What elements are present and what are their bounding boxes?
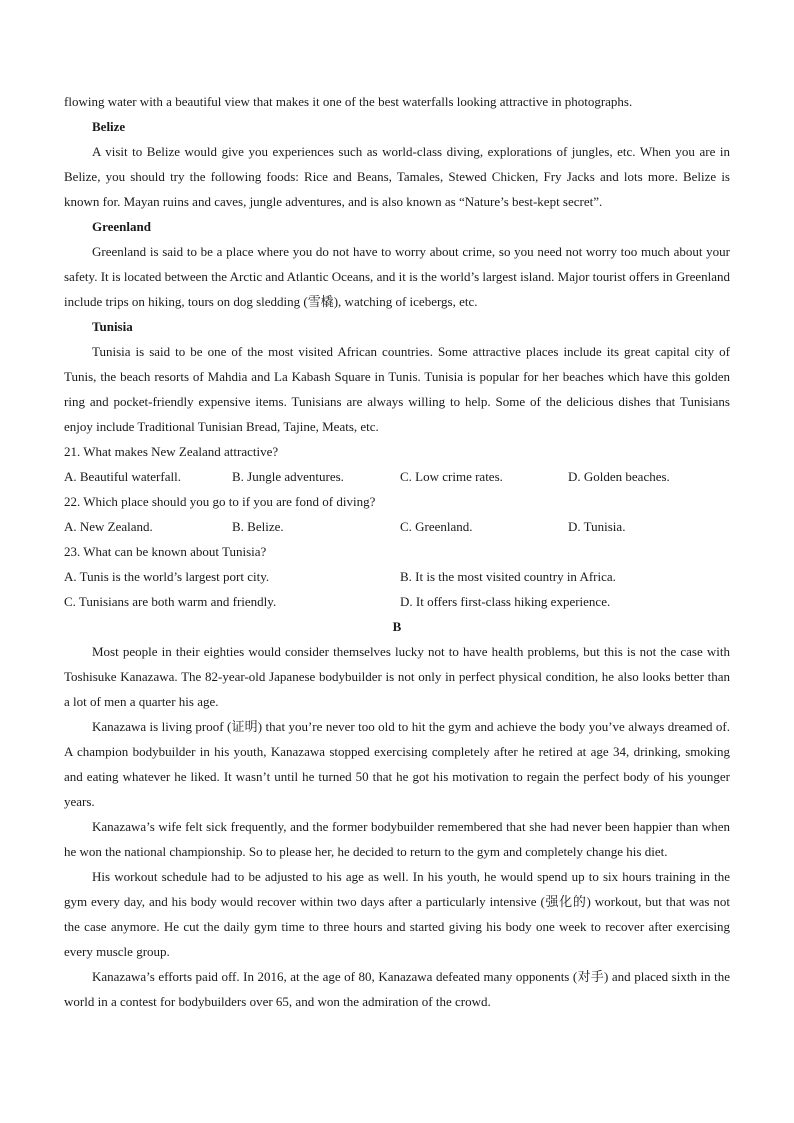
question-21-stem: 21. What makes New Zealand attractive?	[64, 444, 279, 459]
section-title-greenland: Greenland	[92, 219, 151, 234]
question-23-option-b: B. It is the most visited country in Africa.	[400, 569, 616, 584]
section-text-greenland: Greenland is said to be a place where you do not have to worry about crime, so you need not worry too much about your safety. It is located between the Arctic and Atlantic Oceans, and it is the world’s largest island. Major tourist offers in Greenland include trips on hiking, tours on dog sledding (雪橇), watching of icebergs, etc.	[64, 244, 730, 309]
section-text-tunisia: Tunisia is said to be one of the most visited African countries. Some attractive places include its great capital city of Tunis, the beach resorts of Mahdia and La Kabash Square in Tunis. Tunisia is popular for her beaches which have this golden ring and pocket-friendly expensive items. Tunisians are always willing to help. Some of the delicious dishes that Tunisians enjoy include Traditional Tunisian Bread, Tajine, Meats, etc.	[64, 344, 730, 434]
passage-b-label: B	[392, 619, 402, 634]
question-21-option-d: D. Golden beaches.	[568, 469, 670, 484]
section-text-belize: A visit to Belize would give you experiences such as world-class diving, explorations of jungles, etc. When you are in Belize, you should try the following foods: Rice and Beans, Tamales, Stewed Chicken, Fry Jacks and lots more. Belize is known for. Mayan ruins and caves, jungle adventures, and is also known as “Nature’s best-kept secret”.	[64, 144, 730, 209]
question-23-options-row-1	[64, 564, 730, 589]
passage-a-intro-line: flowing water with a beautiful view that makes it one of the best waterfalls looking attractive in photographs.	[64, 94, 633, 109]
question-22-stem: 22. Which place should you go to if you are fond of diving?	[64, 494, 376, 509]
passage-b-paragraph-3: Kanazawa’s wife felt sick frequently, and the former bodybuilder remembered that she had never been happier than when he won the national championship. So to please her, he decided to return to the gym and completely change his diet.	[64, 819, 730, 859]
section-title-belize: Belize	[92, 119, 126, 134]
question-22-option-a: A. New Zealand.	[64, 519, 153, 534]
question-22-option-d: D. Tunisia.	[568, 519, 626, 534]
question-23-options-row-2	[64, 589, 730, 614]
question-23-stem: 23. What can be known about Tunisia?	[64, 544, 267, 559]
question-22-option-b: B. Belize.	[232, 519, 284, 534]
passage-b-paragraph-1: Most people in their eighties would consider themselves lucky not to have health problems, but this is not the case with Toshisuke Kanazawa. The 82-year-old Japanese bodybuilder is not only in perfect physical condition, he also looks better than a lot of men a quarter his age.	[64, 644, 730, 709]
passage-b-paragraph-4: His workout schedule had to be adjusted to his age as well. In his youth, he would spend up to six hours training in the gym every day, and his body would recover within two days after a particularly intensive (强化的) workout, but that was not the case anymore. He cut the daily gym time to three hours and started giving his body one week to recover after exercising every muscle group.	[64, 869, 730, 959]
passage-b-paragraph-2: Kanazawa is living proof (证明) that you’re never too old to hit the gym and achieve the body you’ve always dreamed of. A champion bodybuilder in his youth, Kanazawa stopped exercising completely after he retired at age 34, drinking, smoking and eating whatever he liked. It wasn’t until he turned 50 that he got his motivation to regain the perfect body of his younger years.	[64, 719, 730, 809]
page-content	[64, 89, 730, 1014]
question-23-option-a: A. Tunis is the world’s largest port city.	[64, 569, 270, 584]
section-title-tunisia: Tunisia	[92, 319, 133, 334]
question-22-options	[64, 514, 730, 539]
question-21-option-c: C. Low crime rates.	[400, 469, 503, 484]
question-23-option-d: D. It offers first-class hiking experience.	[400, 594, 611, 609]
question-21-option-a: A. Beautiful waterfall.	[64, 469, 181, 484]
passage-b-paragraph-5: Kanazawa’s efforts paid off. In 2016, at the age of 80, Kanazawa defeated many opponents (对手) and placed sixth in the world in a contest for bodybuilders over 65, and won the admiration of the crowd.	[64, 969, 730, 1009]
question-22-option-c: C. Greenland.	[400, 519, 473, 534]
question-21-option-b: B. Jungle adventures.	[232, 469, 344, 484]
question-23-option-c: C. Tunisians are both warm and friendly.	[64, 594, 277, 609]
question-21-options	[64, 464, 730, 489]
